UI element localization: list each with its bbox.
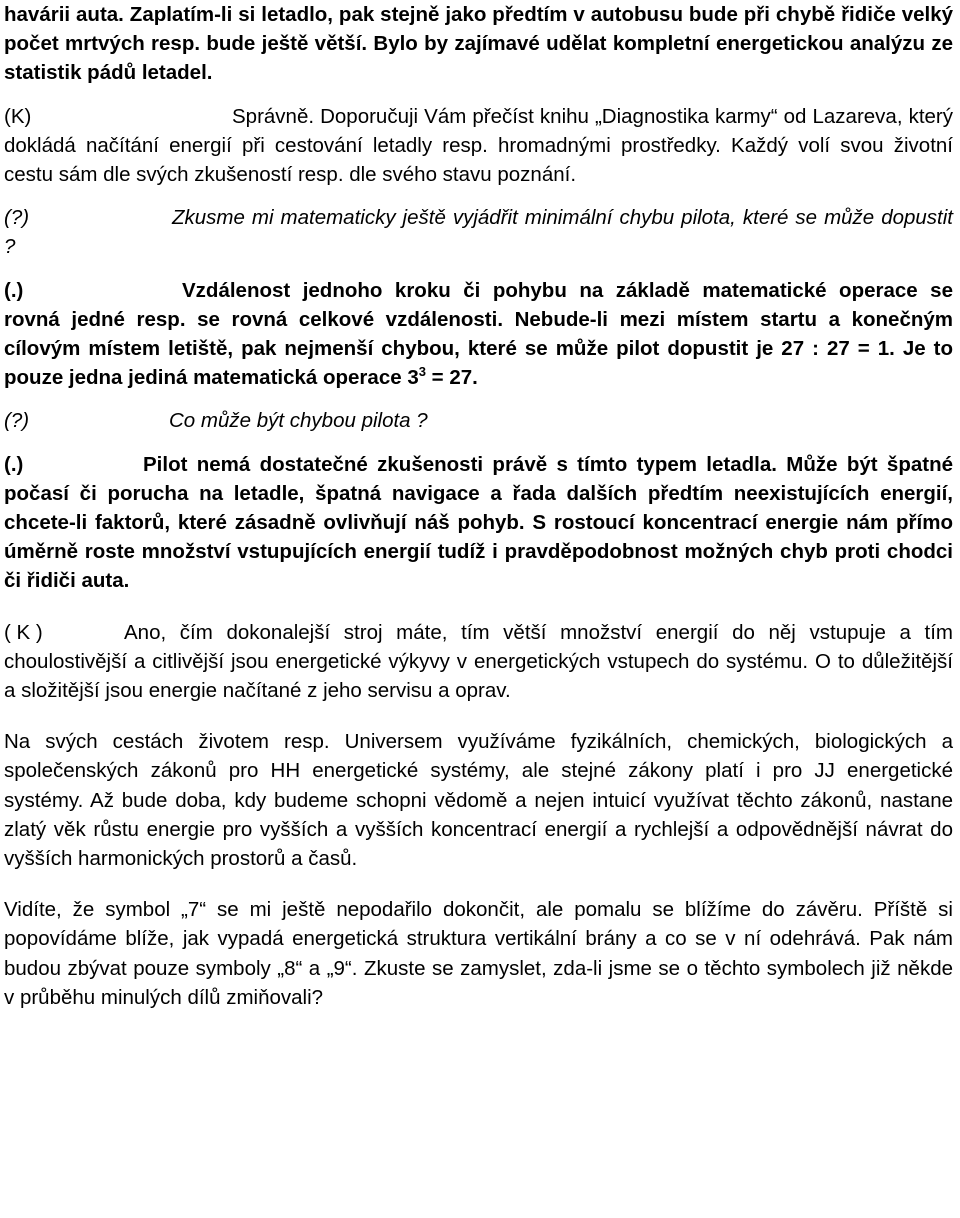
speaker-tag: (.) <box>4 452 24 476</box>
question-2 <box>4 406 953 435</box>
question-1 <box>4 203 953 261</box>
speaker-tag: (?) <box>4 409 30 433</box>
question-text: Zkusme mi matematicky ještě vyjádřit minimální chybu pilota, které se může dopustit ? <box>4 206 953 259</box>
answer-text-end: = 27. <box>425 366 478 390</box>
superscript-exponent: 3 <box>418 364 426 380</box>
answer-2 <box>4 450 953 596</box>
speaker-tag: (.) <box>4 278 24 302</box>
paragraph-k-answer-1 <box>4 102 953 190</box>
speaker-tag: ( K ) <box>4 620 43 644</box>
paragraph-universe: Na svých cestách životem resp. Universem využíváme fyzikálních, chemických, biologických a společenských zákonů pro HH energetické systémy, ale stejné zákony platí i pro JJ energetické systémy. Až bude doba, kdy budeme schopni vědomě a nejen intuicí využívat těchto zákonů, nastane zlatý věk růstu energie pro vyšších a vyšších koncentrací energií a rychlejší a odpovědnější návrat do vyšších harmonických prostorů a časů. <box>4 730 953 871</box>
paragraph-text: Ano, čím dokonalejší stroj máte, tím větší množství energií do něj vstupuje a tím choulostivější a citlivější jsou energetické výkyvy v energetických vstupech do systému. O to důležitější a složitější jsou energie načítané z jeho servisu a oprav. <box>4 620 953 703</box>
paragraph-closing: Vidíte, že symbol „7“ se mi ještě nepodařilo dokončit, ale pomalu se blížíme do závěru. Příště si popovídáme blíže, jak vypadá energetická struktura vertikální brány a co se v ní odehrává. Pak nám budou zbývat pouze symboly „8“ a „9“. Zkuste se zamyslet, zda-li jsme se o těchto symbolech již někde v průběhu minulých dílů zmiňovali? <box>4 898 953 1009</box>
answer-text: Pilot nemá dostatečné zkušenosti právě s tímto typem letadla. Může být špatné počasí či porucha na letadle, špatná navigace a řada dalších předtím neexistujících energií, chcete-li faktorů, které zásadně ovlivňují náš pohyb. S rostoucí koncentrací energie nám přímo úměrně roste množství vstupujících energií tudíž i pravděpodobnost možných chyb proti chodci či řidiči auta. <box>4 452 953 593</box>
answer-1 <box>4 276 953 393</box>
paragraph-text: Správně. Doporučuji Vám přečíst knihu „Diagnostika karmy“ od Lazareva, který dokládá načítání energií při cestování letadly resp. hromadnými prostředky. Každý volí svou životní cestu sám dle svých zkušeností resp. dle svého stavu poznání. <box>4 104 953 187</box>
speaker-tag: (K) <box>4 104 32 128</box>
question-text: Co může být chybou pilota ? <box>169 409 428 433</box>
paragraph-k-answer-2 <box>4 618 953 706</box>
answer-text: Vzdálenost jednoho kroku či pohybu na základě matematické operace se rovná jedné resp. se rovná celkové vzdálenosti. Nebude-li mezi místem startu a konečným cílovým místem letiště, pak nejmenší chybou, které se může pilot dopustit je 27 : 27 = 1. Je to pouze jedna jediná matematická operace 3 <box>4 278 953 390</box>
speaker-tag: (?) <box>4 206 30 230</box>
paragraph-intro: havárii auta. Zaplatím-li si letadlo, pak stejně jako předtím v autobusu bude při chybě řidiče velký počet mrtvých resp. bude ještě větší. Bylo by zajímavé udělat kompletní energetickou analýzu ze statistik pádů letadel. <box>4 3 953 85</box>
